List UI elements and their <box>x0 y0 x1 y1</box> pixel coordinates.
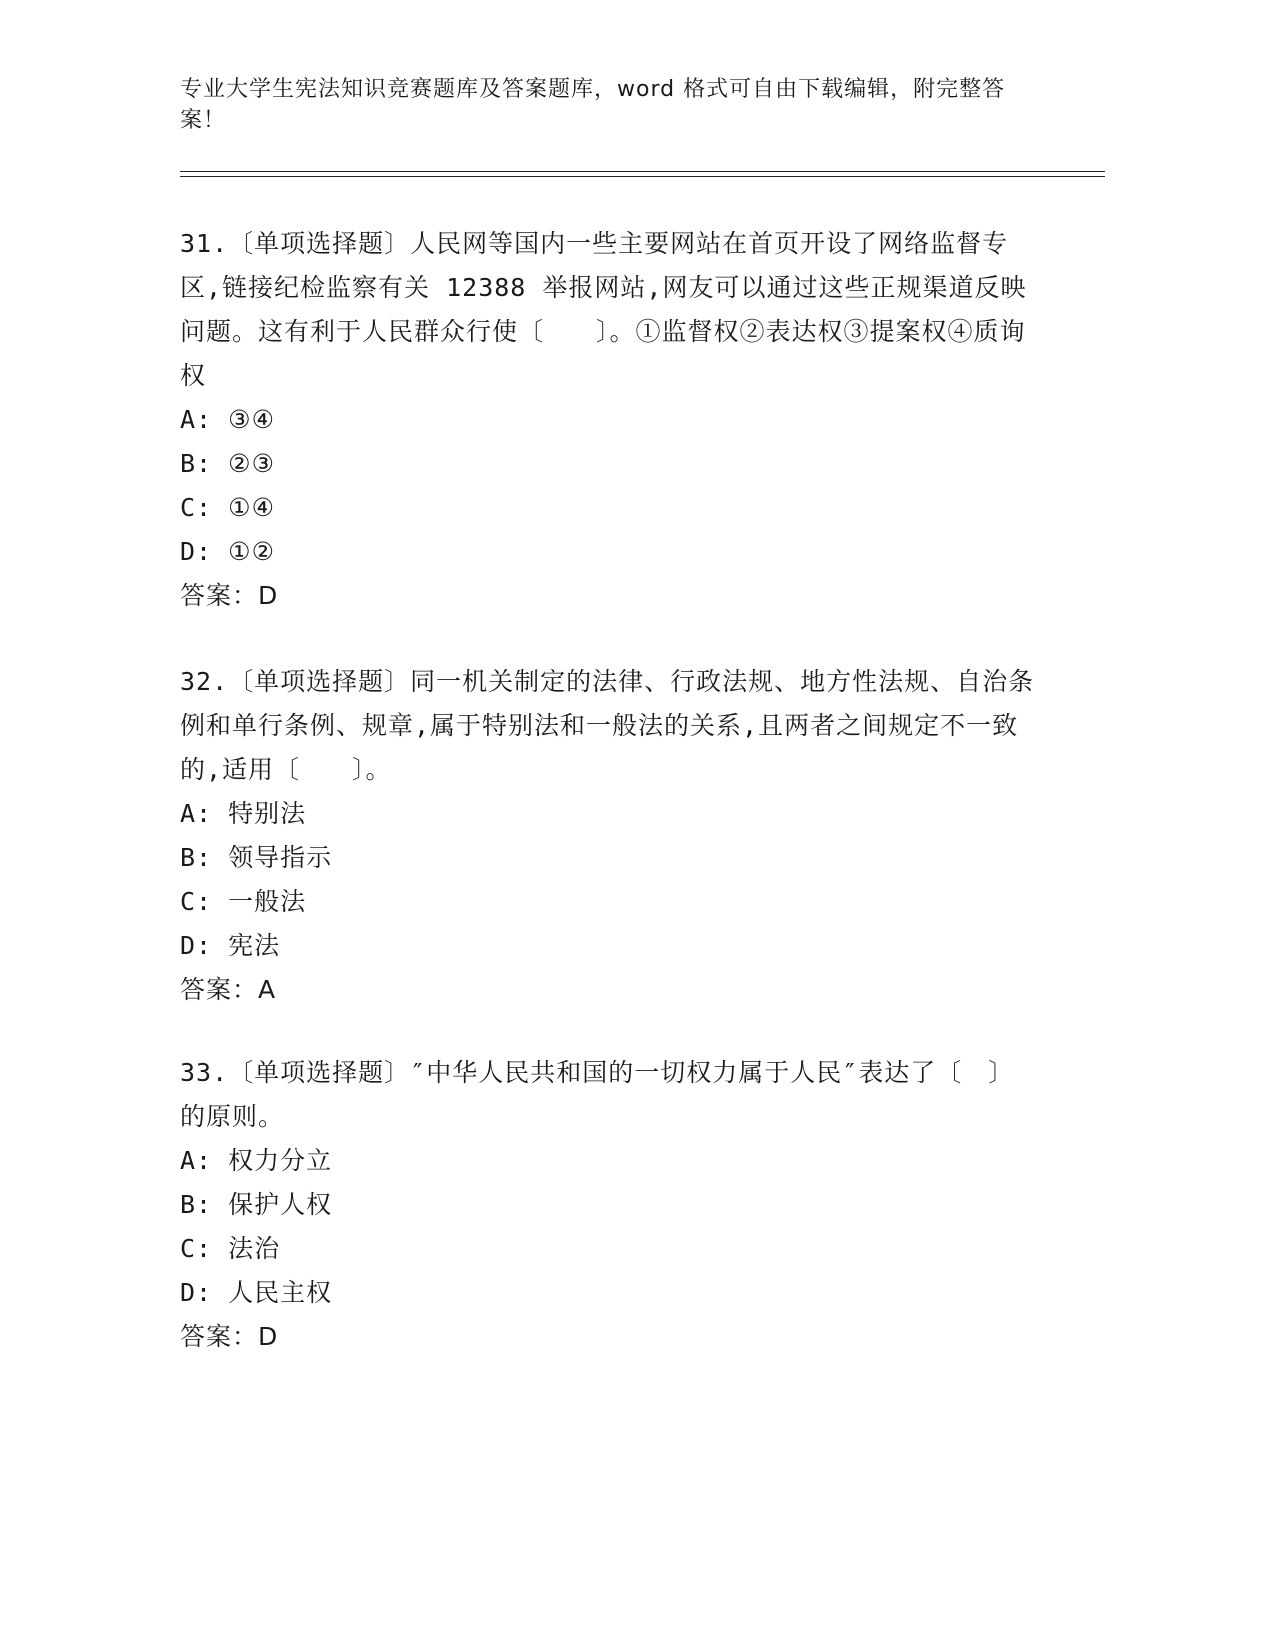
question-31 <box>180 222 1040 618</box>
option-d: D: ①② <box>180 537 275 566</box>
option-c: C: ①④ <box>180 493 275 522</box>
header-divider-bottom <box>180 176 1105 177</box>
option-d: D: 宪法 <box>180 931 281 960</box>
answer-line: 答案：D <box>180 1322 279 1351</box>
option-c: C: 法治 <box>180 1234 281 1263</box>
option-a: A: 权力分立 <box>180 1146 333 1175</box>
question-stem: 32.〔单项选择题〕同一机关制定的法律、行政法规、地方性法规、自治条例和单行条例、规章,属于特别法和一般法的关系,且两者之间规定不一致的,适用〔 〕。 <box>180 667 1035 784</box>
option-c: C: 一般法 <box>180 887 307 916</box>
document-header: 专业大学生宪法知识竞赛题库及答案题库，word 格式可自由下载编辑，附完整答案！ <box>180 77 1006 133</box>
option-b: B: ②③ <box>180 449 275 478</box>
header-divider-top <box>180 171 1105 172</box>
question-33 <box>180 1051 1040 1359</box>
option-b: B: 领导指示 <box>180 843 333 872</box>
option-d: D: 人民主权 <box>180 1278 333 1307</box>
question-32 <box>180 660 1040 1012</box>
question-stem: 31.〔单项选择题〕人民网等国内一些主要网站在首页开设了网络监督专区,链接纪检监察有关 12388 举报网站,网友可以通过这些正规渠道反映问题。这有利于人民群众行使〔 〕。①监督权②表达权③提案权④质询权 <box>180 229 1027 390</box>
option-a: A: 特别法 <box>180 799 307 828</box>
option-a: A: ③④ <box>180 405 275 434</box>
question-stem: 33.〔单项选择题〕″中华人民共和国的一切权力属于人民″表达了〔 〕的原则。 <box>180 1058 1015 1131</box>
answer-line: 答案：A <box>180 975 277 1004</box>
option-b: B: 保护人权 <box>180 1190 333 1219</box>
answer-line: 答案：D <box>180 581 279 610</box>
